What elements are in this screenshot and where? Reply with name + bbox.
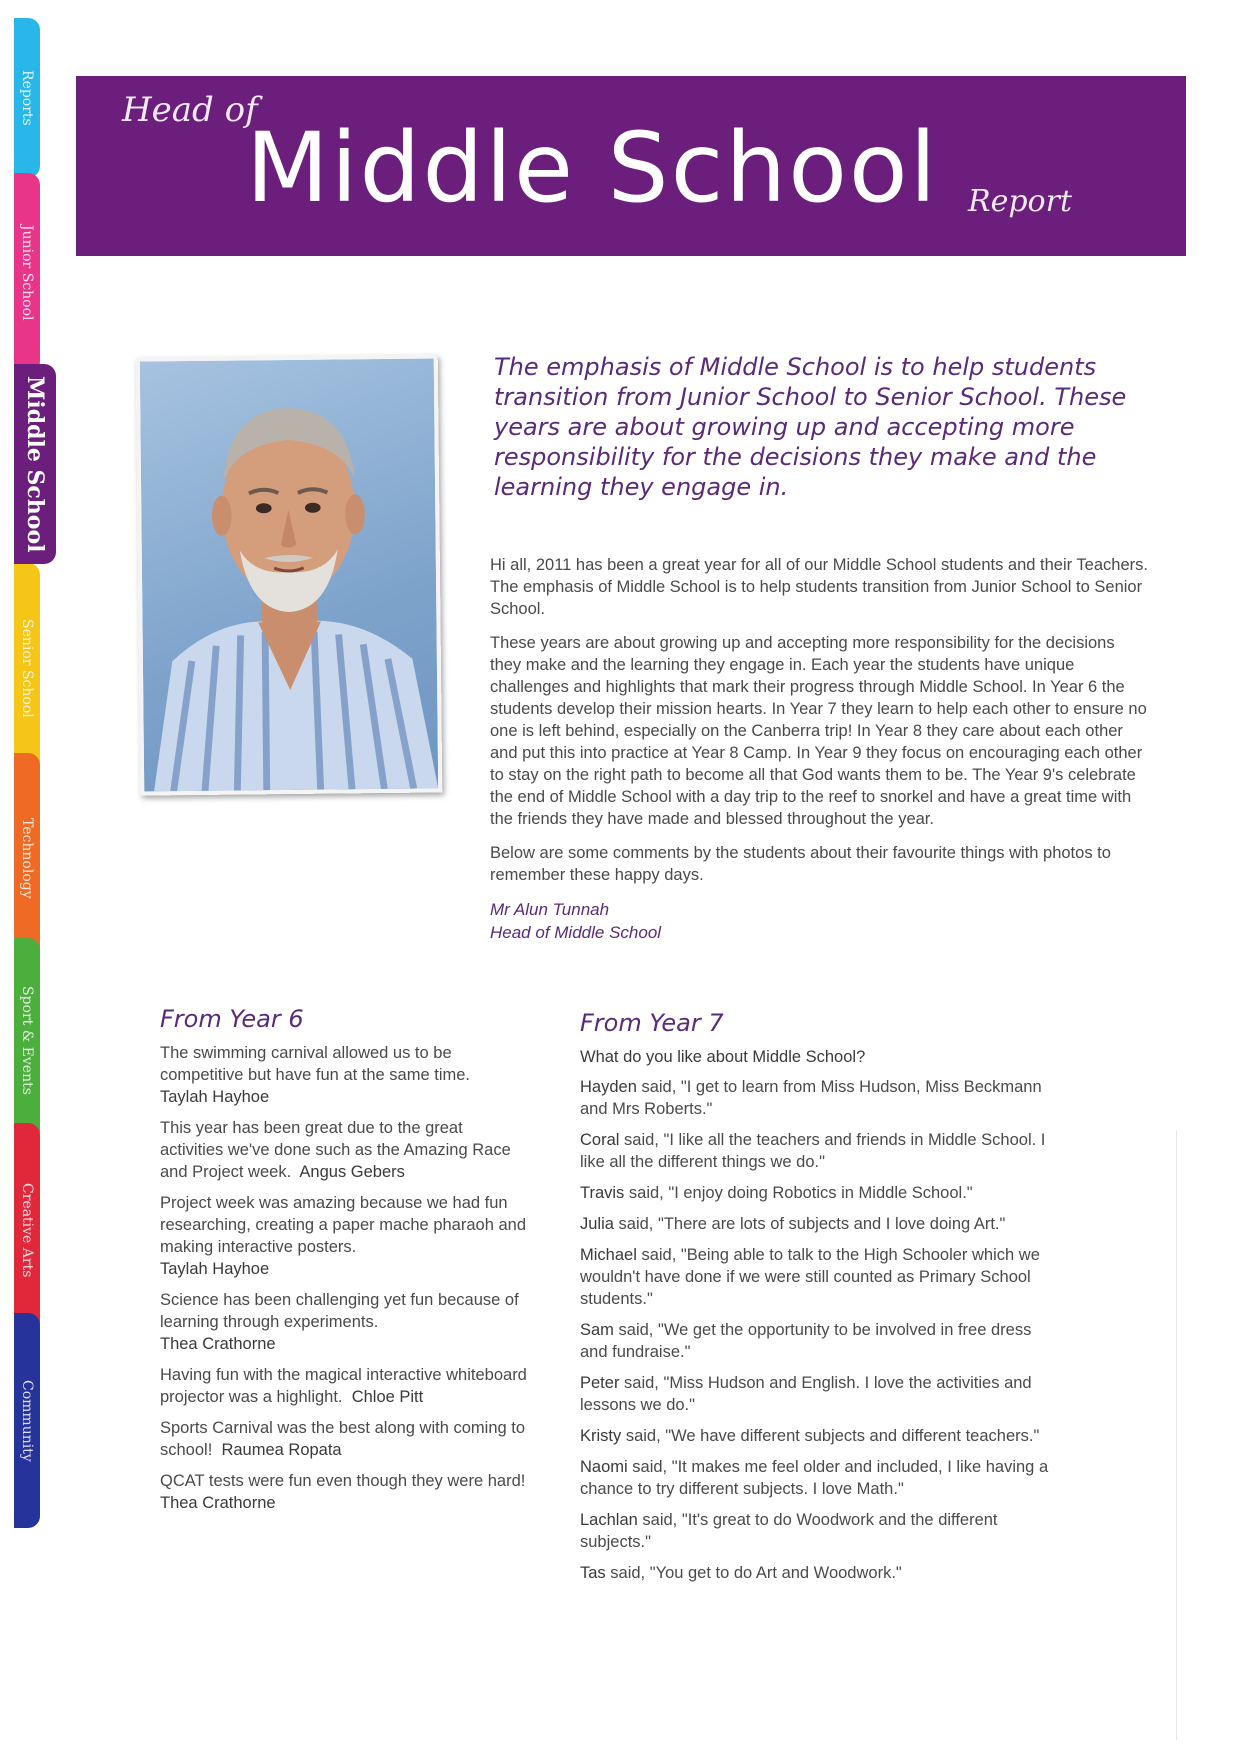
comment-text: The swimming carnival allowed us to be competitive but have fun at the same time. [160,1044,470,1084]
year6-comment [160,1042,530,1108]
student-name: Thea Crathorne [160,1335,276,1353]
tab-creative-arts[interactable] [14,1123,40,1338]
student-name: Peter [580,1374,620,1392]
comment-text: Having fun with the magical interactive whiteboard projector was a highlight. [160,1366,527,1406]
student-name: Coral [580,1131,620,1149]
head-message [490,554,1150,944]
tab-junior-school[interactable] [14,173,40,373]
student-name: Kristy [580,1427,622,1445]
comment-text: said, "It makes me feel older and included, I like having a chance to try different subjects. I love Math." [580,1458,1049,1498]
tab-community[interactable] [14,1313,40,1528]
tab-label: Senior School [19,618,35,718]
message-paragraph: Below are some comments by the students about their favourite things with photos to remember these happy days. [490,844,1111,884]
student-name: Hayden [580,1078,637,1096]
year7-comment [580,1456,1060,1500]
tab-senior-school[interactable] [14,563,40,773]
student-name: Lachlan [580,1511,638,1529]
student-name: Taylah Hayhoe [160,1088,270,1106]
section-tabs [14,18,48,1518]
comment-text: Science has been challenging yet fun because of learning through experiments. [160,1291,519,1331]
student-name: Sam [580,1321,614,1339]
year7-comment [580,1213,1060,1235]
comment-text: said, "We get the opportunity to be involved in free dress and fundraise." [580,1321,1032,1361]
year7-heading: From Year 7 [580,1009,724,1037]
year6-comment [160,1364,530,1408]
student-name: Angus Gebers [299,1163,405,1181]
student-name: Naomi [580,1458,628,1476]
year6-comment [160,1289,530,1355]
tab-label: Junior School [19,225,35,321]
year7-comment [580,1129,1060,1173]
comment-text: said, "I get to learn from Miss Hudson, Miss Beckmann and Mrs Roberts." [580,1078,1042,1118]
comment-text: said, "I like all the teachers and friends in Middle School. I like all the different things we do." [580,1131,1046,1171]
signature-name: Mr Alun Tunnah [490,900,610,919]
tab-sport-events[interactable] [14,938,40,1143]
tab-label: Technology [19,817,35,899]
year7-section [580,1009,1060,1593]
student-name: Raumea Ropata [221,1441,342,1459]
year7-comment [580,1372,1060,1416]
comment-text: QCAT tests were fun even though they were hard! [160,1472,526,1490]
banner-report: Report [968,184,1073,219]
student-name: Julia [580,1215,614,1233]
comment-text: said, "There are lots of subjects and I love doing Art." [618,1215,1006,1233]
tab-reports[interactable] [14,18,40,178]
year6-heading: From Year 6 [160,1005,304,1033]
student-name: Thea Crathorne [160,1494,276,1512]
page-fold-line [1176,1130,1177,1740]
page-title: Middle School [246,112,939,224]
tab-middle-school[interactable] [14,364,56,564]
signature-title: Head of Middle School [490,923,662,942]
student-name: Taylah Hayhoe [160,1260,270,1278]
portrait-photo [136,354,443,795]
comment-text: said, "I enjoy doing Robotics in Middle School." [628,1184,973,1202]
tab-label: Middle School [22,375,48,553]
banner-head-of: Head of [122,90,258,130]
year7-comment [580,1562,1060,1584]
tab-label: Reports [19,70,35,126]
student-name: Travis [580,1184,625,1202]
year6-comment [160,1117,530,1183]
tab-label: Community [19,1379,35,1462]
message-paragraph: Hi all, 2011 has been a great year for all of our Middle School students and their Teachers. The emphasis of Middle School is to help students transition from Junior School to Senior School. [490,556,1148,618]
year6-section [160,1005,530,1523]
title-banner [76,76,1186,256]
year7-comment [580,1076,1060,1120]
year7-comment [580,1509,1060,1553]
tab-label: Creative Arts [19,1183,35,1278]
year7-comment [580,1182,1060,1204]
year7-comment [580,1319,1060,1363]
year6-comment [160,1470,530,1514]
tab-label: Sport & Events [19,986,35,1095]
portrait-illustration [140,358,438,791]
comment-text: said, "Being able to talk to the High Schooler which we wouldn't have done if we were still counted as Primary School students." [580,1246,1040,1308]
year7-comment [580,1244,1060,1310]
student-name: Michael [580,1246,637,1264]
comment-text: said, "We have different subjects and different teachers." [625,1427,1040,1445]
comment-text: said, "It's great to do Woodwork and the different subjects." [580,1511,998,1551]
comment-text: said, "Miss Hudson and English. I love the activities and lessons we do." [580,1374,1032,1414]
comment-text: said, "You get to do Art and Woodwork." [610,1564,902,1582]
year7-question: What do you like about Middle School? [580,1048,866,1066]
comment-text: This year has been great due to the great activities we've done such as the Amazing Race and Project week. [160,1119,511,1181]
message-paragraph: These years are about growing up and accepting more responsibility for the decisions they make and the learning they engage in. Each year the students have unique challenges and highlights that mark their progress through Middle School. In Year 6 the students develop their mission hearts. In Year 7 they learn to help each other to ensure no one is left behind, especially on the Canberra trip! In Year 8 they care about each other and put this into practice at Year 8 Camp. In Year 9 they focus on encouraging each other to stay on the right path to become all that God wants them to be. The Year 9's celebrate the end of Middle School with a day trip to the reef to snorkel and have a great time with the friends they have made and blessed throughout the year. [490,634,1147,828]
comment-text: Project week was amazing because we had fun researching, creating a paper mache pharaoh and making interactive posters. [160,1194,526,1256]
comment-text: Sports Carnival was the best along with coming to school! [160,1419,526,1459]
student-name: Tas [580,1564,606,1582]
year7-comment [580,1425,1060,1447]
year6-comment [160,1417,530,1461]
year6-comment [160,1192,530,1280]
student-name: Chloe Pitt [351,1388,424,1406]
tab-technology[interactable] [14,753,40,963]
intro-quote: The emphasis of Middle School is to help students transition from Junior School to Senior School. These years are about growing up and accepting more responsibility for the decisions they make and the learning they engage in. [494,353,1127,501]
